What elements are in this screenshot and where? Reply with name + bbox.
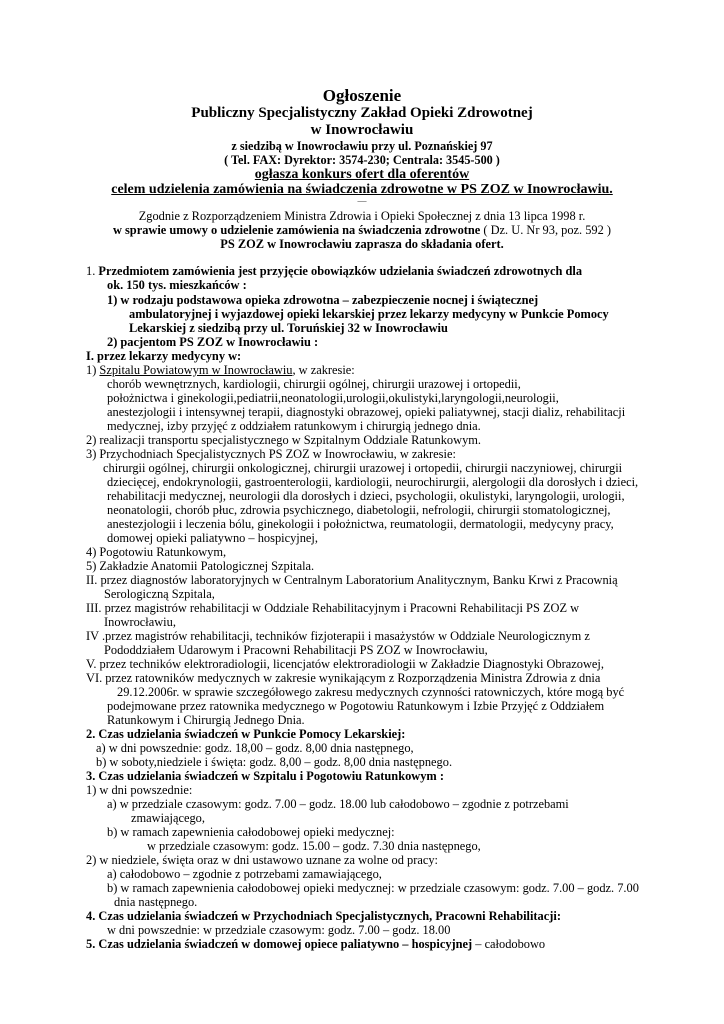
body-text-segment: Ratunkowym i Chirurgią Jednego Dnia. (107, 713, 305, 727)
body-text-segment: a) w dni powszednie: godz. 18,00 – godz. 8,00 dnia następnego, (96, 741, 414, 755)
body-text-segment: neonatologii, chorób płuc, zdrowia psychicznego, diabetologii, nefrologii, chirurgii stomatologicznej, (107, 503, 611, 517)
body-line (114, 895, 197, 910)
body-line (86, 447, 456, 462)
body-line (103, 461, 622, 476)
body-line (104, 587, 215, 602)
body-text-segment: a) w przedziale czasowym: godz. 7.00 – godz. 18.00 lub całodobowo – zgodnie z potrzebami (107, 797, 569, 811)
intro-subject-bold: w sprawie umowy o udzielenie zamówienia na świadczenia zdrowotne (112, 223, 481, 237)
body-text-segment: 5) Zakładzie Anatomii Patologicznej Szpitala. (86, 559, 315, 573)
body-line (107, 377, 521, 392)
body-text-segment: IV .przez magistrów rehabilitacji, techników fizjoterapii i masażystów w Oddziale Neurologicznym z (86, 629, 590, 643)
body-text-segment: Lekarskiej z siedzibą przy ul. Toruńskiej 32 w Inowrocławiu (129, 321, 448, 335)
body-line (86, 671, 600, 686)
body-text-segment: I. przez lekarzy medycyny w: (86, 349, 242, 363)
body-line (86, 629, 590, 644)
body-text-segment: 3) Przychodniach Specjalistycznych PS ZOZ w Inowrocławiu, w zakresie: (86, 447, 456, 461)
body-text-segment: 29.12.2006r. w sprawie szczegółowego zakresu medycznych czynności ratowniczych, które mogą być (117, 685, 625, 699)
body-text-segment: b) w ramach zapewnienia całodobowej opieki medycznej: (107, 825, 395, 839)
body-text-segment: II. przez diagnostów laboratoryjnych w Centralnym Laboratorium Analitycznym, Banku Krwi z Pracownią (86, 573, 618, 587)
body-line (86, 783, 192, 798)
body-text-segment: b) w soboty,niedziele i święta: godz. 8,00 – godz. 8,00 dnia następnego. (96, 755, 453, 769)
body-text-segment: Przedmiotem zamówienia jest przyjęcie obowiązków udzielania świadczeń zdrowotnych dla (98, 264, 583, 278)
body-line (96, 755, 452, 770)
body-text-segment: 1) w dni powszednie: (86, 783, 193, 797)
body-line (117, 685, 624, 700)
body-line (104, 615, 176, 630)
body-line (86, 657, 604, 672)
body-text-segment: anestezjologii i leczenia bólu, ginekologii i położnictwa, reumatologii, dermatologii, medycyny pracy, (107, 517, 614, 531)
body-line (107, 699, 604, 714)
body-text-segment: 3. Czas udzielania świadczeń w Szpitalu i Pogotowiu Ratunkowym : (86, 769, 444, 783)
body-line (107, 475, 638, 490)
separator-dash: — (357, 196, 367, 206)
body-line (86, 769, 444, 784)
body-text-segment: w przedziale czasowym: godz. 15.00 – godz. 7.30 dnia następnego, (147, 839, 481, 853)
body-line (107, 517, 614, 532)
purpose-line: celem udzielenia zamówienia na świadczenia zdrowotne w PS ZOZ w Inowrocławiu. (111, 182, 613, 197)
body-line (107, 419, 481, 434)
body-line (107, 867, 382, 882)
org-name-line2: w Inowrocławiu (310, 122, 414, 138)
body-text-segment: V. przez techników elektroradiologii, licencjatów elektroradiologii w Zakładzie Diagnostyki Obrazowej, (86, 657, 604, 671)
intro-subject-ref: ( Dz. U. Nr 93, poz. 592 ) (480, 223, 612, 237)
body-line (107, 405, 625, 420)
body-text-segment: ambulatoryjnej i wyjazdowej opieki lekarskiej przez lekarzy medycyny w Punkcie Pomocy (129, 307, 609, 321)
body-text-segment: 2) pacjentom PS ZOZ w Inowrocławiu : (107, 335, 319, 349)
body-line (107, 503, 611, 518)
body-text-segment: 4) Pogotowiu Ratunkowym, (86, 545, 227, 559)
body-text-segment: 1) (86, 363, 100, 377)
body-text-segment: w dni powszednie: w przedziale czasowym: godz. 7.00 – godz. 18.00 (107, 923, 451, 937)
body-line (86, 559, 314, 574)
body-line (86, 909, 561, 924)
body-line (86, 349, 241, 364)
body-line (107, 923, 450, 938)
body-text-segment: 4. Czas udzielania świadczeń w Przychodniach Specjalistycznych, Pracowni Rehabilitacji: (86, 909, 561, 923)
body-text-segment: Pododdziałem Udarowym i Pracowni Rehabilitacji PS ZOZ w Inowrocławiu, (104, 643, 488, 657)
intro-invitation: PS ZOZ w Inowrocławiu zaprasza do składania ofert. (220, 237, 504, 251)
body-text-segment: domowej opieki paliatywno – hospicyjnej, (107, 531, 318, 545)
body-line (104, 643, 488, 658)
body-line (107, 335, 318, 350)
body-line (86, 573, 618, 588)
body-text-segment: Inowrocławiu, (104, 615, 176, 629)
body-line (86, 433, 481, 448)
body-text-segment: 2) w niedziele, święta oraz w dni ustawowo uznane za wolne od pracy: (86, 853, 438, 867)
body-text-segment: , w zakresie: (292, 363, 355, 377)
intro-subject (0, 223, 724, 237)
body-line (107, 278, 247, 293)
body-line (86, 264, 582, 279)
body-line (86, 601, 579, 616)
body-text-segment: chirurgii ogólnej, chirurgii onkologicznej, chirurgii urazowej i ortopedii, chirurgii naczyniowej, chirurgii (103, 461, 623, 475)
body-text-segment: 1) w rodzaju podstawowa opieka zdrowotna – zabezpieczenie nocnej i świątecznej (107, 293, 539, 307)
body-line (129, 307, 609, 322)
body-text-segment: 1. (86, 264, 99, 278)
body-text-segment: Szpitalu Powiatowym w Inowrocławiu (99, 363, 293, 377)
body-text-segment: – całodobowo (472, 937, 546, 951)
org-phones: ( Tel. FAX: Dyrektor: 3574-230; Centrala: 3545-500 ) (224, 153, 500, 167)
body-text-segment: podejmowane przez ratownika medycznego w Pogotowiu Ratunkowym i Izbie Przyjęć z Oddziałem (107, 699, 605, 713)
body-text-segment: zmawiającego, (131, 811, 205, 825)
body-line (107, 797, 569, 812)
org-address: z siedzibą w Inowrocławiu przy ul. Poznańskiej 97 (231, 139, 493, 153)
body-line (86, 853, 438, 868)
body-text-segment: 2. Czas udzielania świadczeń w Punkcie Pomocy Lekarskiej: (86, 727, 406, 741)
body-text-segment: dziecięcej, endokrynologii, gastroenterologii, kardiologii, neurochirurgii, alergologii dla dorosłych i dzieci, (107, 475, 639, 489)
body-text-segment: Serologiczną Szpitala, (104, 587, 215, 601)
body-text-segment: rehabilitacji medycznej, neurologii dla dorosłych i dzieci, psychologii, okulistyki, laryngologii, urologii, (107, 489, 625, 503)
body-line (107, 489, 625, 504)
body-line (107, 293, 538, 308)
body-line (86, 363, 355, 378)
body-line (107, 825, 395, 840)
body-text-segment: dnia następnego. (114, 895, 198, 909)
doc-title: Ogłoszenie (322, 86, 402, 105)
body-line (129, 321, 448, 336)
intro-regulation: Zgodnie z Rozporządzeniem Ministra Zdrowia i Opieki Społecznej z dnia 13 lipca 1998 r. (138, 209, 586, 223)
body-line (107, 713, 305, 728)
body-text-segment: anestezjologii i intensywnej terapii, diagnostyki obrazowej, opieki paliatywnej, stacji dializ, rehabilitacji (107, 405, 626, 419)
body-text-segment: chorób wewnętrznych, kardiologii, chirurgii ogólnej, chirurgii urazowej i ortopedii, (107, 377, 521, 391)
body-text-segment: ok. 150 tys. mieszkańców : (107, 278, 247, 292)
body-text-segment: VI. przez ratowników medycznych w zakresie wynikającym z Rozporządzenia Ministra Zdrowia z dnia (86, 671, 601, 685)
body-line (86, 727, 405, 742)
body-text-segment: a) całodobowo – zgodnie z potrzebami zamawiającego, (107, 867, 382, 881)
body-line (86, 937, 545, 952)
announce-line: ogłasza konkurs ofert dla oferentów (254, 167, 470, 182)
body-text-segment: b) w ramach zapewnienia całodobowej opieki medycznej: w przedziale czasowym: godz. 7.00 – godz. 7.00 (107, 881, 639, 895)
body-line (107, 881, 639, 896)
body-text-segment: III. przez magistrów rehabilitacji w Oddziale Rehabilitacyjnym i Pracowni Rehabilitacji PS ZOZ w (86, 601, 580, 615)
body-text-segment: medycznej, izby przyjęć z oddziałem ratunkowym i chirurgią jednego dnia. (107, 419, 481, 433)
org-name-line1: Publiczny Specjalistyczny Zakład Opieki Zdrowotnej (191, 105, 533, 121)
body-line (86, 545, 226, 560)
body-line (96, 741, 414, 756)
body-text-segment: położnictwa i ginekologii,pediatrii,neonatologii,urologii,okulistyki,laryngologii,neurologii, (107, 391, 559, 405)
body-line (107, 391, 559, 406)
body-line (131, 811, 205, 826)
body-line (107, 531, 318, 546)
body-text-segment: 5. Czas udzielania świadczeń w domowej opiece paliatywno – hospicyjnej (86, 937, 473, 951)
body-line (147, 839, 481, 854)
body-text-segment: 2) realizacji transportu specjalistycznego w Szpitalnym Oddziale Ratunkowym. (86, 433, 482, 447)
